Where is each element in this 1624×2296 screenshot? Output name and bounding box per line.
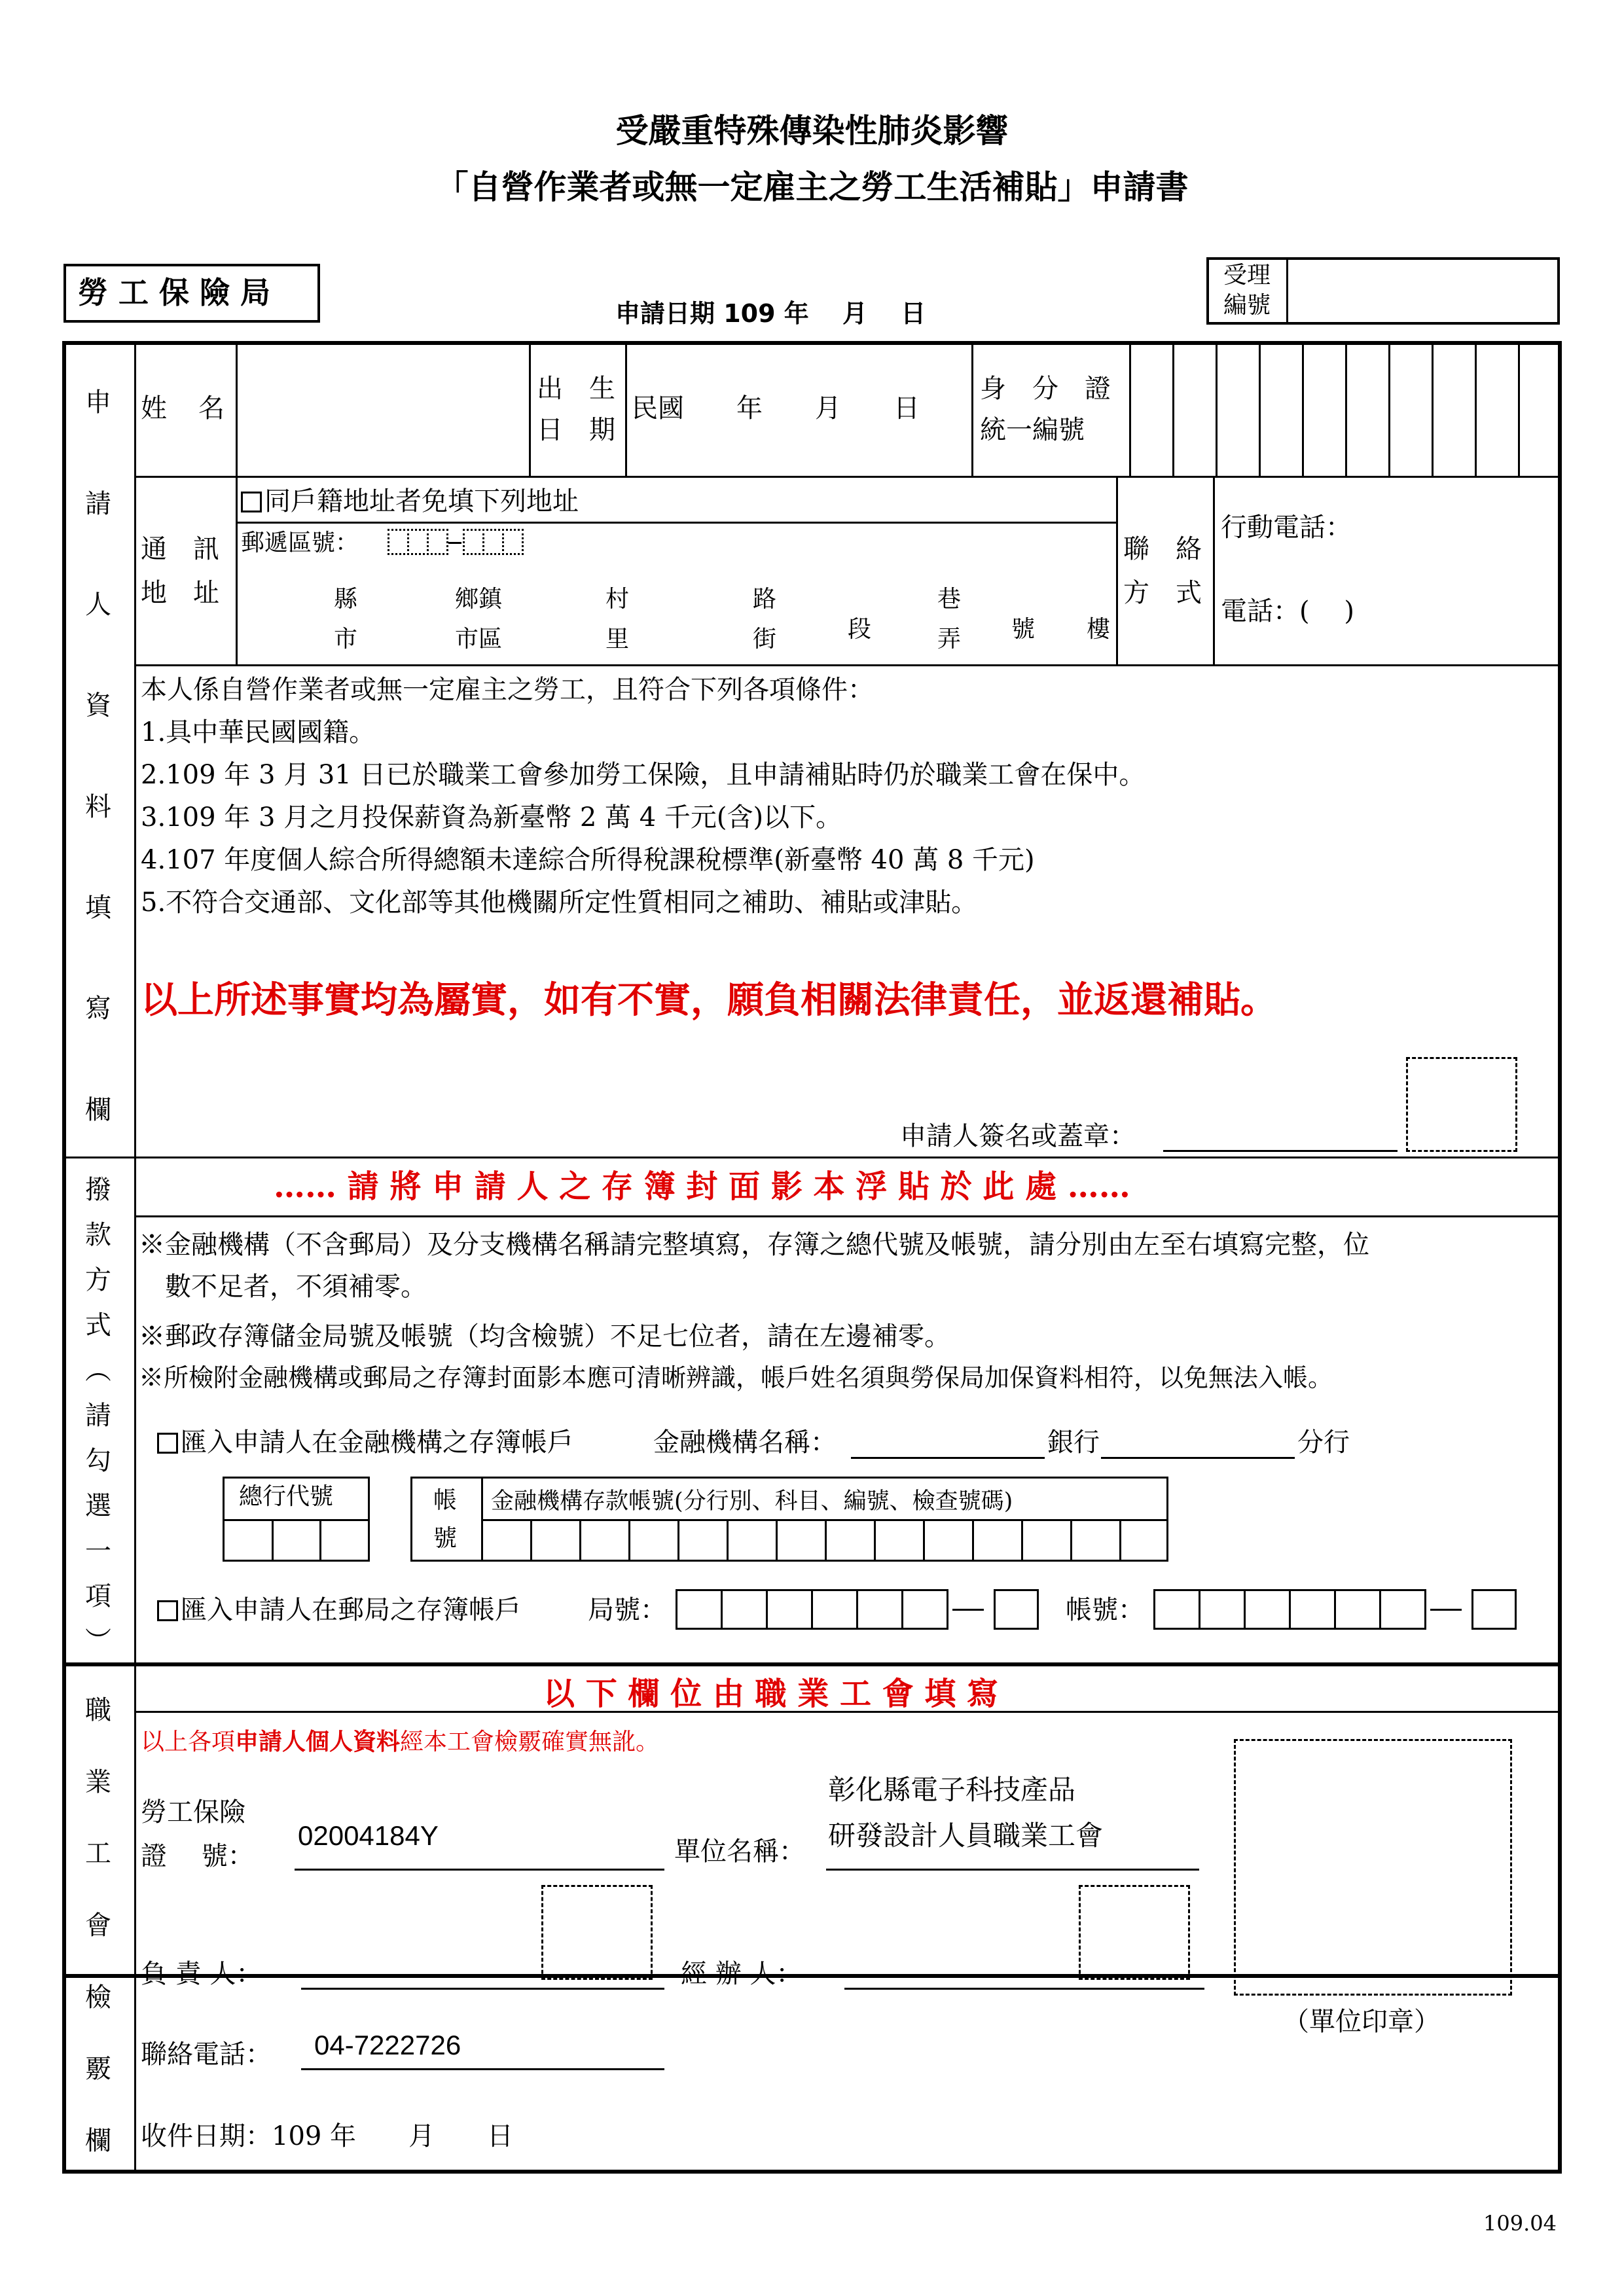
section-label-char: 資: [85, 691, 111, 721]
account-cell-divider: [1119, 1519, 1121, 1562]
condition-item: 2.109 年 3 月 31 日已於職業工會參加勞工保險，且申請補貼時仍於職業工會在保中。: [141, 760, 1146, 790]
addr-village: 村: [605, 586, 630, 613]
head-code-table: 總行代號: [223, 1477, 370, 1562]
section-label-char: 工: [85, 1839, 111, 1869]
addr-road: 路: [753, 586, 777, 613]
phone-field[interactable]: 電話：( ): [1221, 596, 1354, 626]
condition-item: 5.不符合交通部、文化部等其他機關所定性質相同之補助、補貼或津貼。: [141, 888, 978, 918]
post-account-cell[interactable]: [1289, 1589, 1336, 1630]
id-cell-divider: [1302, 341, 1304, 476]
zip-cell[interactable]: [407, 529, 429, 555]
zip-cell[interactable]: [388, 529, 409, 555]
post-office-cell[interactable]: [721, 1589, 768, 1630]
section-label-char: 會: [85, 1910, 111, 1941]
post-account-cell[interactable]: [1199, 1589, 1246, 1630]
section-label-char: 人: [85, 589, 111, 620]
name-field[interactable]: [240, 347, 526, 473]
post-office-cell[interactable]: [901, 1589, 948, 1630]
condition-item: 3.109 年 3 月之月投保薪資為新臺幣 2 萬 4 千元(含)以下。: [141, 802, 842, 833]
post-dash: [952, 1609, 984, 1611]
handler-label: 經 辦 人：: [681, 1959, 803, 1989]
id-cell-divider: [1388, 341, 1390, 476]
contact-label: 聯 絡: [1123, 534, 1202, 564]
id-cell-divider: [1518, 341, 1520, 476]
section-label-char: 欄: [85, 1094, 111, 1125]
post-account-cell[interactable]: [1244, 1589, 1291, 1630]
section-label-char: 覈: [85, 2054, 111, 2085]
apply-date: 申請日期 109 年 月 日: [615, 299, 926, 328]
payment-note: ※郵政存簿儲金局號及帳號（均含檢號）不足七位者，請在左邊補零。: [139, 1321, 950, 1352]
unit-name-underline: [826, 1869, 1199, 1871]
union-phone-underline: [301, 2068, 664, 2070]
address-label: 通 訊: [141, 534, 219, 564]
section-label-char: 方: [85, 1265, 111, 1295]
verify-statement: 以上各項申請人個人資料經本工會檢覈確實無訛。: [141, 1728, 660, 1755]
post-office-label: 局號：: [588, 1595, 666, 1625]
declaration-intro: 本人係自營作業者或無一定雇主之勞工，且符合下列各項條件：: [141, 675, 874, 705]
section-label-char: 申: [85, 387, 111, 418]
section-label-char: 款: [85, 1219, 111, 1250]
post-account-option[interactable]: 匯入申請人在郵局之存簿帳戶: [157, 1594, 521, 1626]
account-cell-divider: [530, 1519, 532, 1562]
handler-field[interactable]: [844, 1988, 1204, 1990]
account-cell-divider: [776, 1519, 778, 1562]
receipt-number-box: 受理 編號: [1206, 257, 1560, 325]
post-account-check-cell[interactable]: [1471, 1589, 1517, 1630]
post-office-cell[interactable]: [676, 1589, 723, 1630]
form-title: 受嚴重特殊傳染性肺炎影響: [615, 112, 1009, 150]
zip-dash: [448, 542, 461, 544]
section-label-char: 請: [85, 1401, 111, 1431]
signature-label: 申請人簽名或蓋章：: [900, 1121, 1136, 1151]
union-banner: 以 下 欄 位 由 職 業 工 會 填 寫: [543, 1676, 999, 1712]
payment-note: 數不足者，不須補零。: [165, 1272, 427, 1302]
section-label-char: 料: [85, 791, 111, 822]
account-cell-divider: [677, 1519, 679, 1562]
zip-label: 郵遞區號：: [241, 529, 359, 556]
id-cell-divider: [1172, 341, 1174, 476]
birth-label: 出 生: [537, 374, 615, 404]
unit-name-line1[interactable]: 彰化縣電子科技產品: [828, 1774, 1076, 1805]
branch-name-field[interactable]: [1101, 1457, 1295, 1459]
legal-warning: 以上所述事實均為屬實，如有不實，願負相關法律責任，並返還補貼。: [141, 978, 1277, 1022]
section-label-char: 檢: [85, 1982, 111, 2013]
section-label-char: 式: [85, 1310, 111, 1340]
mobile-field[interactable]: 行動電話：: [1221, 512, 1352, 543]
unit-name-label: 單位名稱：: [674, 1837, 805, 1867]
id-cell-divider: [1345, 341, 1347, 476]
section-label-char: 填: [85, 893, 111, 924]
zip-cell[interactable]: [427, 529, 448, 555]
handler-seal-box[interactable]: [1079, 1885, 1190, 1980]
post-account-cell[interactable]: [1153, 1589, 1200, 1630]
post-account-dash: [1430, 1609, 1462, 1611]
unit-stamp-box[interactable]: [1234, 1739, 1512, 1996]
section-label-char: 職: [85, 1695, 111, 1725]
signature-line[interactable]: [1163, 1150, 1398, 1152]
agency-label: 勞 工 保 險 局: [63, 264, 320, 323]
insurance-no-label: 勞工保險: [141, 1797, 245, 1827]
received-date[interactable]: 收件日期：109 年 月 日: [141, 2121, 514, 2151]
post-office-check-cell[interactable]: [994, 1589, 1039, 1630]
id-cell-divider: [1432, 341, 1434, 476]
post-account-cell[interactable]: [1334, 1589, 1381, 1630]
post-office-cell[interactable]: [766, 1589, 813, 1630]
owner-field[interactable]: [301, 1988, 664, 1990]
receipt-number-field[interactable]: [1290, 262, 1555, 320]
addr-county: 縣: [334, 586, 358, 613]
addr-lane: 巷: [937, 586, 962, 613]
id-cell-divider: [1475, 341, 1477, 476]
checkbox-icon[interactable]: [157, 1600, 178, 1621]
account-cell-divider: [923, 1519, 925, 1562]
paste-passbook-banner: …… 請 將 申 請 人 之 存 簿 封 面 影 本 浮 貼 於 此 處 ……: [274, 1168, 1130, 1205]
condition-item: 4.107 年度個人綜合所得總額未達綜合所得稅課稅標準(新臺幣 40 萬 8 千元): [141, 845, 1035, 875]
id-cell-divider: [1216, 341, 1218, 476]
section-label-char: 欄: [85, 2126, 111, 2157]
checkbox-icon[interactable]: [157, 1433, 178, 1454]
union-phone-label: 聯絡電話：: [141, 2039, 272, 2070]
addr-township: 鄉鎮: [455, 586, 503, 613]
insurance-no-underline: [295, 1869, 664, 1871]
form-version: 109.04: [1483, 2211, 1557, 2236]
account-number-table: 帳 號 金融機構存款帳號(分行別、科目、編號、檢查號碼): [410, 1477, 1168, 1562]
same-address-checkbox[interactable]: 同戶籍地址者免填下列地址: [241, 486, 579, 517]
section-label-char: 撥: [85, 1174, 111, 1205]
section-label-char: 選: [85, 1491, 111, 1522]
account-cell-divider: [1070, 1519, 1072, 1562]
section-label-char: ︶: [85, 1626, 111, 1657]
account-cell-divider: [579, 1519, 581, 1562]
id-label: 身 分 證: [980, 374, 1111, 404]
post-office-cell[interactable]: [856, 1589, 903, 1630]
owner-label: 負 責 人：: [141, 1959, 262, 1989]
account-cell-divider: [727, 1519, 729, 1562]
bank-account-option[interactable]: 匯入申請人在金融機構之存簿帳戶: [157, 1427, 573, 1458]
section-label-char: 一: [85, 1536, 111, 1567]
post-office-cell[interactable]: [811, 1589, 858, 1630]
union-phone-value[interactable]: 04-7222726: [314, 2030, 461, 2060]
birth-date-field[interactable]: 民國 年 月 日: [632, 393, 920, 423]
section-label-char: 寫: [85, 994, 111, 1024]
post-account-cell[interactable]: [1379, 1589, 1426, 1630]
zip-cell[interactable]: [502, 529, 524, 555]
name-label: 姓 名: [141, 393, 227, 423]
form-subtitle: 「自營作業者或無一定雇主之勞工生活補貼」申請書: [435, 168, 1189, 206]
address-field[interactable]: [240, 576, 1113, 661]
account-cell-divider: [1021, 1519, 1023, 1562]
applicant-seal-box[interactable]: [1406, 1057, 1517, 1152]
post-account-label: 帳號：: [1066, 1595, 1144, 1625]
payment-note: ※所檢附金融機構或郵局之存簿封面影本應可清晰辨識，帳戶姓名須與勞保局加保資料相符，以免無法入帳。: [139, 1363, 1333, 1392]
bank-name-label: 金融機構名稱：: [653, 1427, 837, 1458]
section-label-char: 勾: [85, 1446, 111, 1477]
section-label-char: 請: [85, 488, 111, 519]
owner-seal-box[interactable]: [541, 1885, 653, 1980]
zip-cell[interactable]: [482, 529, 504, 555]
checkbox-icon[interactable]: [241, 492, 262, 512]
insurance-no-value[interactable]: 02004184Y: [298, 1820, 439, 1851]
unit-name-line2[interactable]: 研發設計人員職業工會: [828, 1820, 1104, 1851]
account-cell-divider: [825, 1519, 827, 1562]
section-label-char: 業: [85, 1767, 111, 1797]
account-cell-divider: [628, 1519, 630, 1562]
condition-item: 1.具中華民國國籍。: [141, 717, 376, 747]
unit-stamp-caption: （單位印章）: [1283, 2007, 1440, 2037]
section-label-char: 項: [85, 1581, 111, 1612]
bank-name-field[interactable]: [851, 1457, 1045, 1459]
payment-note: ※金融機構（不含郵局）及分支機構名稱請完整填寫，存簿之總代號及帳號，請分別由左至右填寫完整，位: [139, 1230, 1369, 1260]
id-cell-divider: [1259, 341, 1261, 476]
account-cell-divider: [972, 1519, 974, 1562]
section-label-char: ︵: [85, 1355, 111, 1386]
zip-cell[interactable]: [463, 529, 484, 555]
account-cell-divider: [874, 1519, 876, 1562]
